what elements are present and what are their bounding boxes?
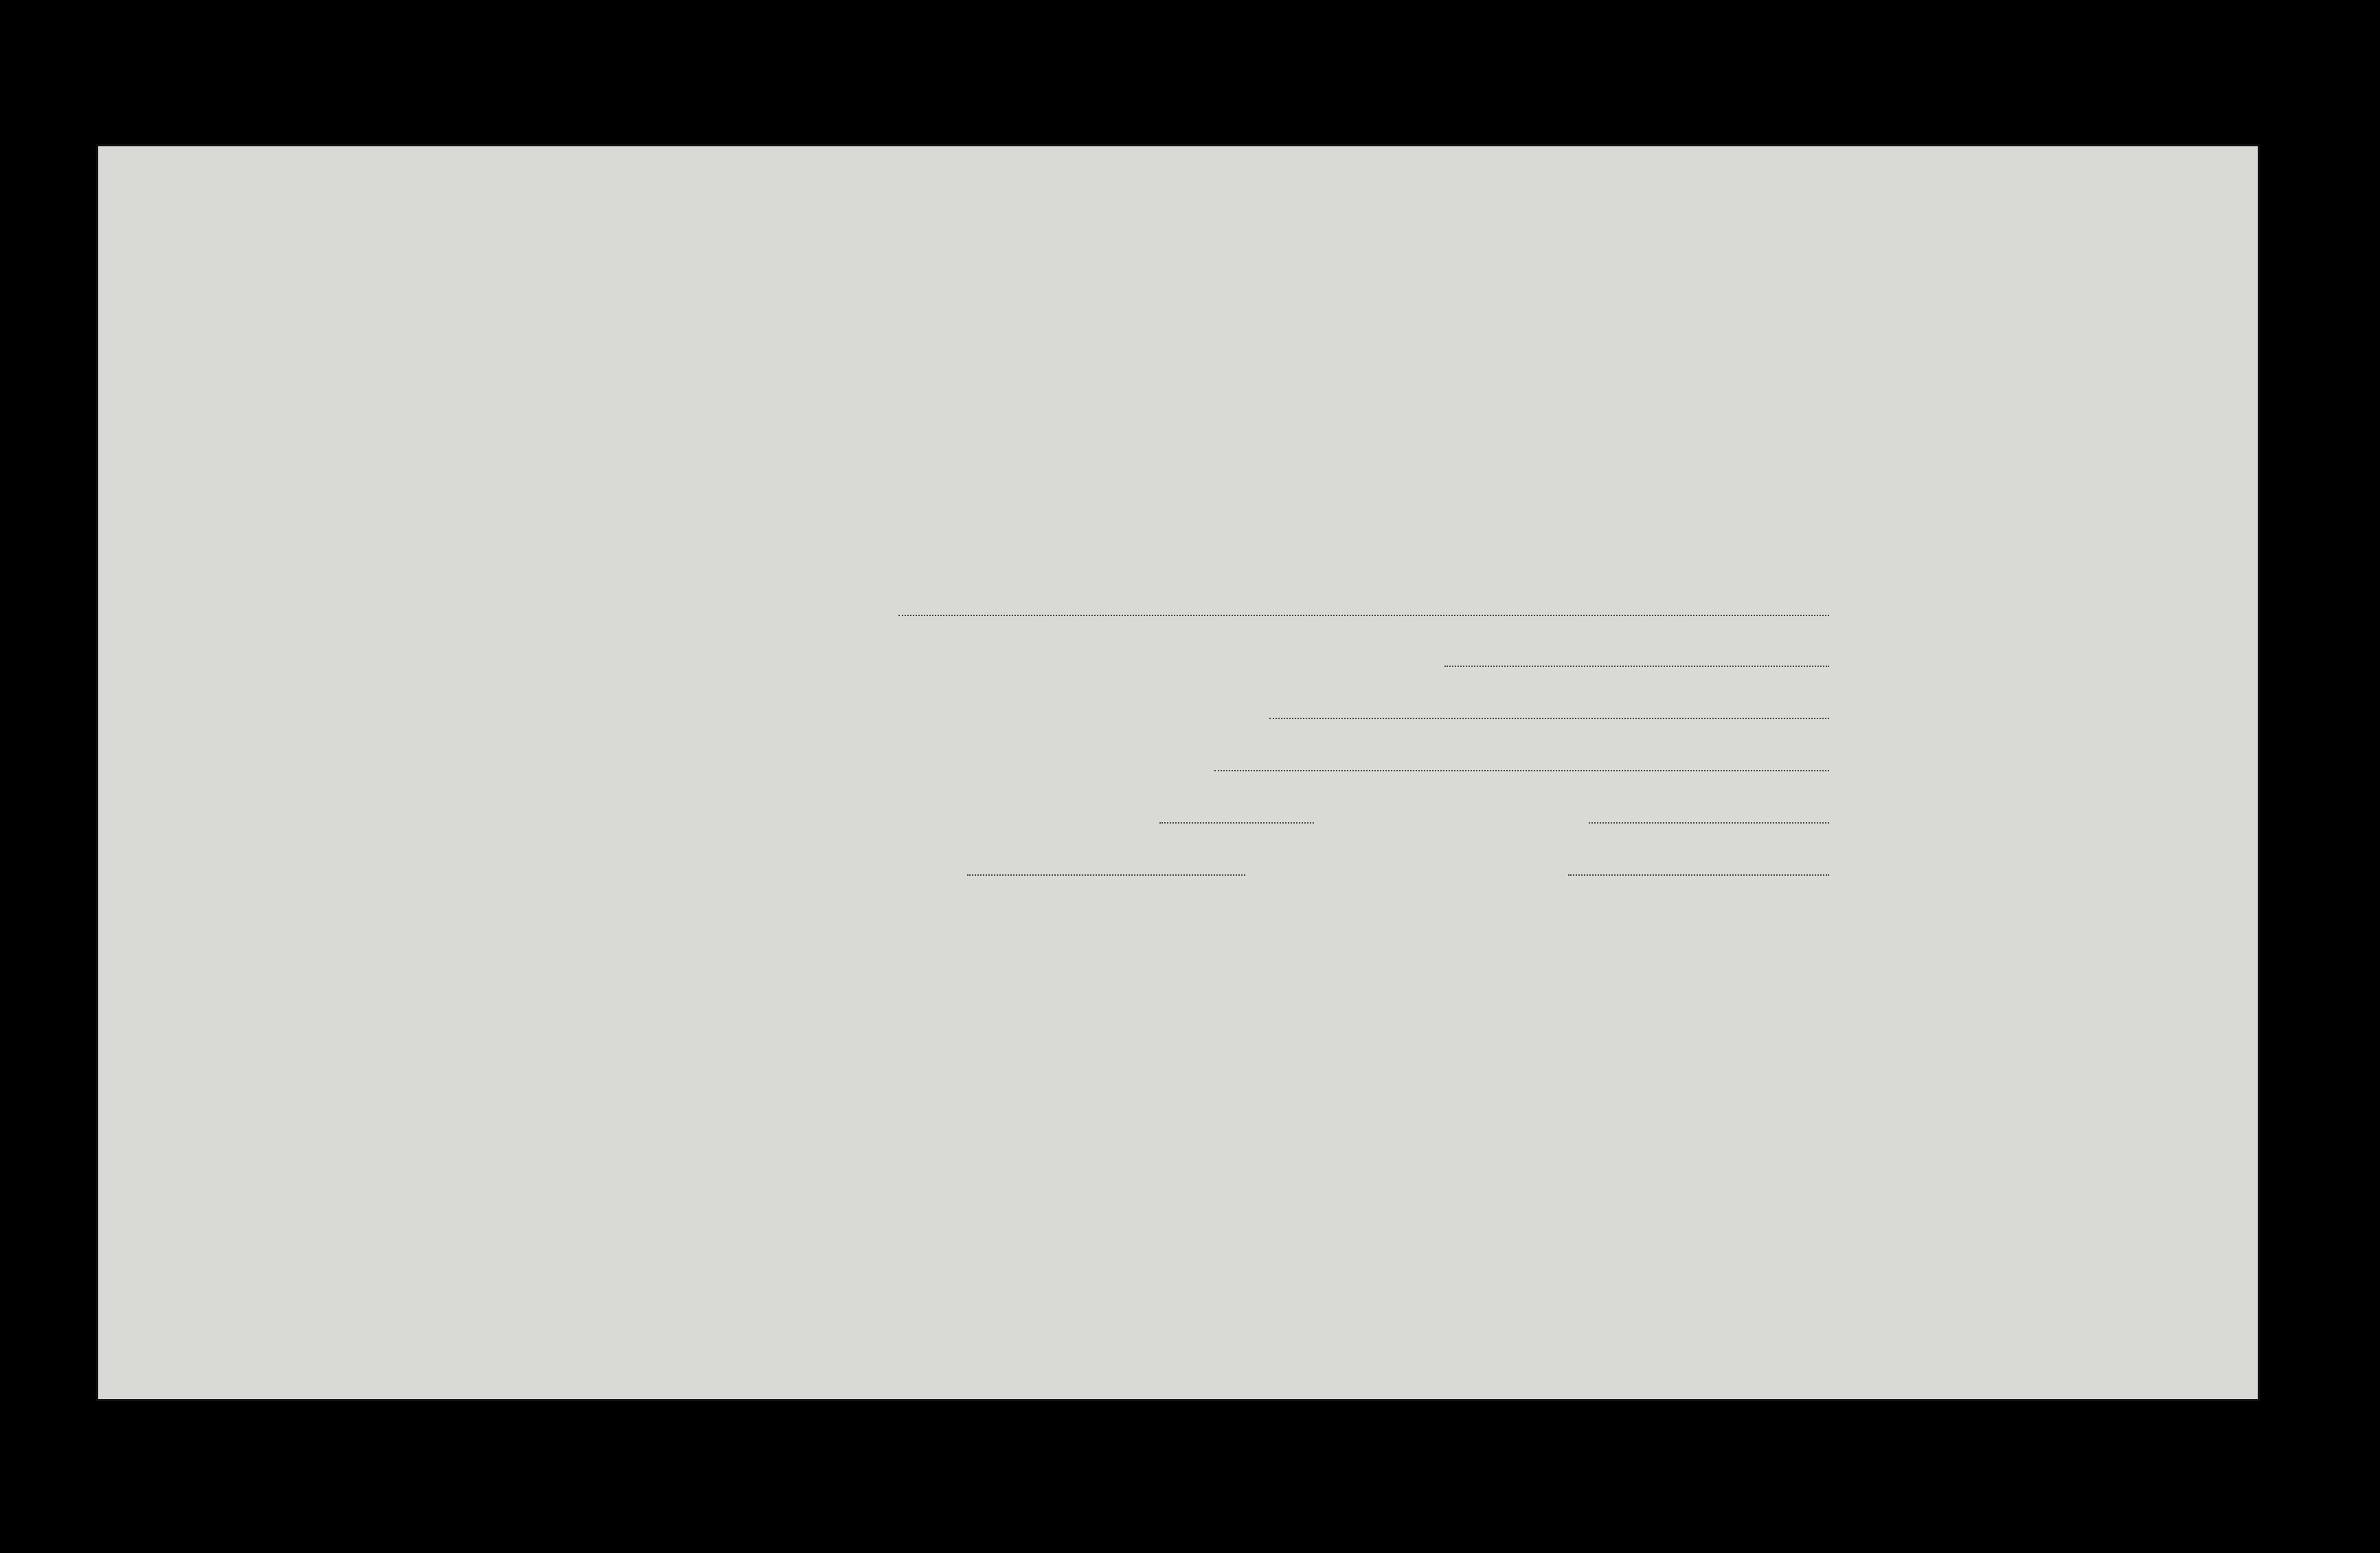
answer-line[interactable] <box>1589 822 1829 824</box>
answer-line[interactable] <box>1214 770 1829 771</box>
answer-line[interactable] <box>1159 822 1314 824</box>
census-card <box>96 144 2260 1401</box>
answer-line[interactable] <box>1444 666 1829 667</box>
answer-line[interactable] <box>967 874 1245 876</box>
answer-line[interactable] <box>898 615 1829 616</box>
answer-line[interactable] <box>1568 874 1829 876</box>
answer-line[interactable] <box>1269 718 1829 719</box>
